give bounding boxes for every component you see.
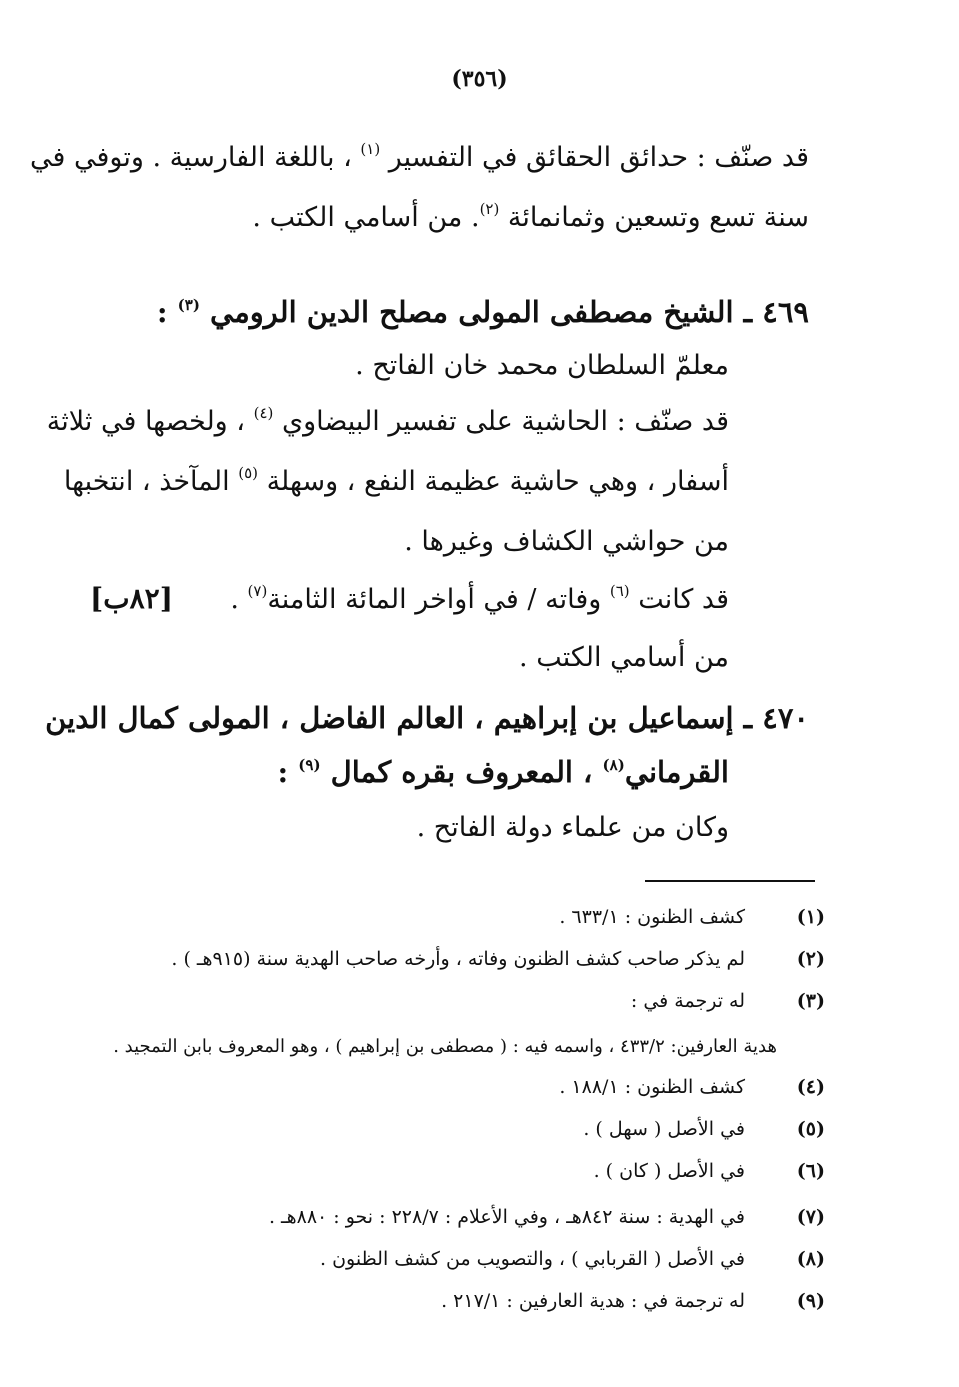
footnote-text: لم يذكر صاحب كشف الظنون وفاته ، وأرخه صاحب الهدية سنة (٩١٥هـ ) . [171, 948, 745, 970]
body-line: أسفار ، وهي حاشية عظيمة النفع ، وسهلة $^{(٥)}$ المآخذ ، انتخبها [63, 464, 729, 497]
footnote [60, 1118, 825, 1152]
body-line: من أسامي الكتب . [519, 642, 729, 673]
footnote [60, 1206, 825, 1240]
body-line: قد صنّف : الحاشية على تفسير البيضاوي $^{(٤)}$ ، ولخصها في ثلاثة [46, 404, 729, 437]
footnote-number: (٨) [796, 1248, 825, 1270]
footnote-text: في الأصل ( سهل ) . [583, 1118, 745, 1140]
footnote [60, 948, 825, 982]
body-line: من حواشي الكشاف وغيرها . [404, 526, 729, 557]
entry-heading-470: ٤٧٠ ـ إسماعيل بن إبراهيم ، العالم الفاضل ، المولى كمال الدين [45, 701, 809, 735]
page-number: (٣٥٦) [451, 66, 508, 92]
footnote-text: كشف الظنون : ١٨٨/١ . [559, 1076, 745, 1098]
footnote [60, 1160, 825, 1194]
footnote-number: (٤) [796, 1076, 825, 1098]
body-line: قد صنّف : حدائق الحقائق في التفسير $^{(١)}$ ، باللغة الفارسية . وتوفي في [29, 140, 809, 173]
footnote-text: له ترجمة في : هدية العارفين : ٢١٧/١ . [441, 1290, 745, 1312]
footnote [60, 1036, 825, 1070]
footnote-text: كشف الظنون : ٦٣٣/١ . [559, 906, 745, 928]
footnote-text: في الأصل ( كان ) . [593, 1160, 745, 1182]
body-line: قد كانت $^{(٦)}$ وفاته / في أواخر المائة الثامنة$^{(٧)}$ . [230, 582, 729, 615]
entry-heading-469: ٤٦٩ ـ الشيخ مصطفى المولى مصلح الدين الرومي $^{(٣)}$ : [156, 295, 809, 329]
body-line: وكان من علماء دولة الفاتح . [416, 812, 729, 843]
footnote-number: (٣) [796, 990, 825, 1012]
footnote-number: (٧) [796, 1206, 825, 1228]
footnote-number: (٦) [796, 1160, 825, 1182]
footnote [60, 1076, 825, 1110]
entry-heading-470-cont: القرماني$^{(٨)}$ ، المعروف بقره كمال $^{(٩)}$ : [277, 755, 729, 789]
footnote-number: (٩) [796, 1290, 825, 1312]
footnote [60, 906, 825, 940]
body-line: معلمّ السلطان محمد خان الفاتح . [355, 350, 729, 381]
footnote [60, 990, 825, 1024]
footnote-text: له ترجمة في : [630, 990, 745, 1012]
footnote-text: في الأصل ( القربابي ) ، والتصويب من كشف الظنون . [320, 1248, 745, 1270]
footnote [60, 1290, 825, 1324]
footnote [60, 1248, 825, 1282]
footnote-number: (٥) [796, 1118, 825, 1140]
footnote-text: هدية العارفين: ٤٣٣/٢ ، واسمه فيه : ( مصطفى بن إبراهيم ) ، وهو المعروف بابن التمجيد . [113, 1036, 777, 1057]
footnote-number: (١) [796, 906, 825, 928]
footnote-text: في الهدية : سنة ٨٤٢هـ ، وفي الأعلام : ٢٢٨/٧ : نحو : ٨٨٠هـ . [268, 1206, 745, 1228]
folio-marker: [٨٢ب] [90, 582, 173, 615]
body-line: سنة تسع وتسعين وثمانمائة $^{(٢)}$. من أسامي الكتب . [252, 200, 809, 233]
footnote-divider [645, 880, 815, 882]
footnote-number: (٢) [796, 948, 825, 970]
